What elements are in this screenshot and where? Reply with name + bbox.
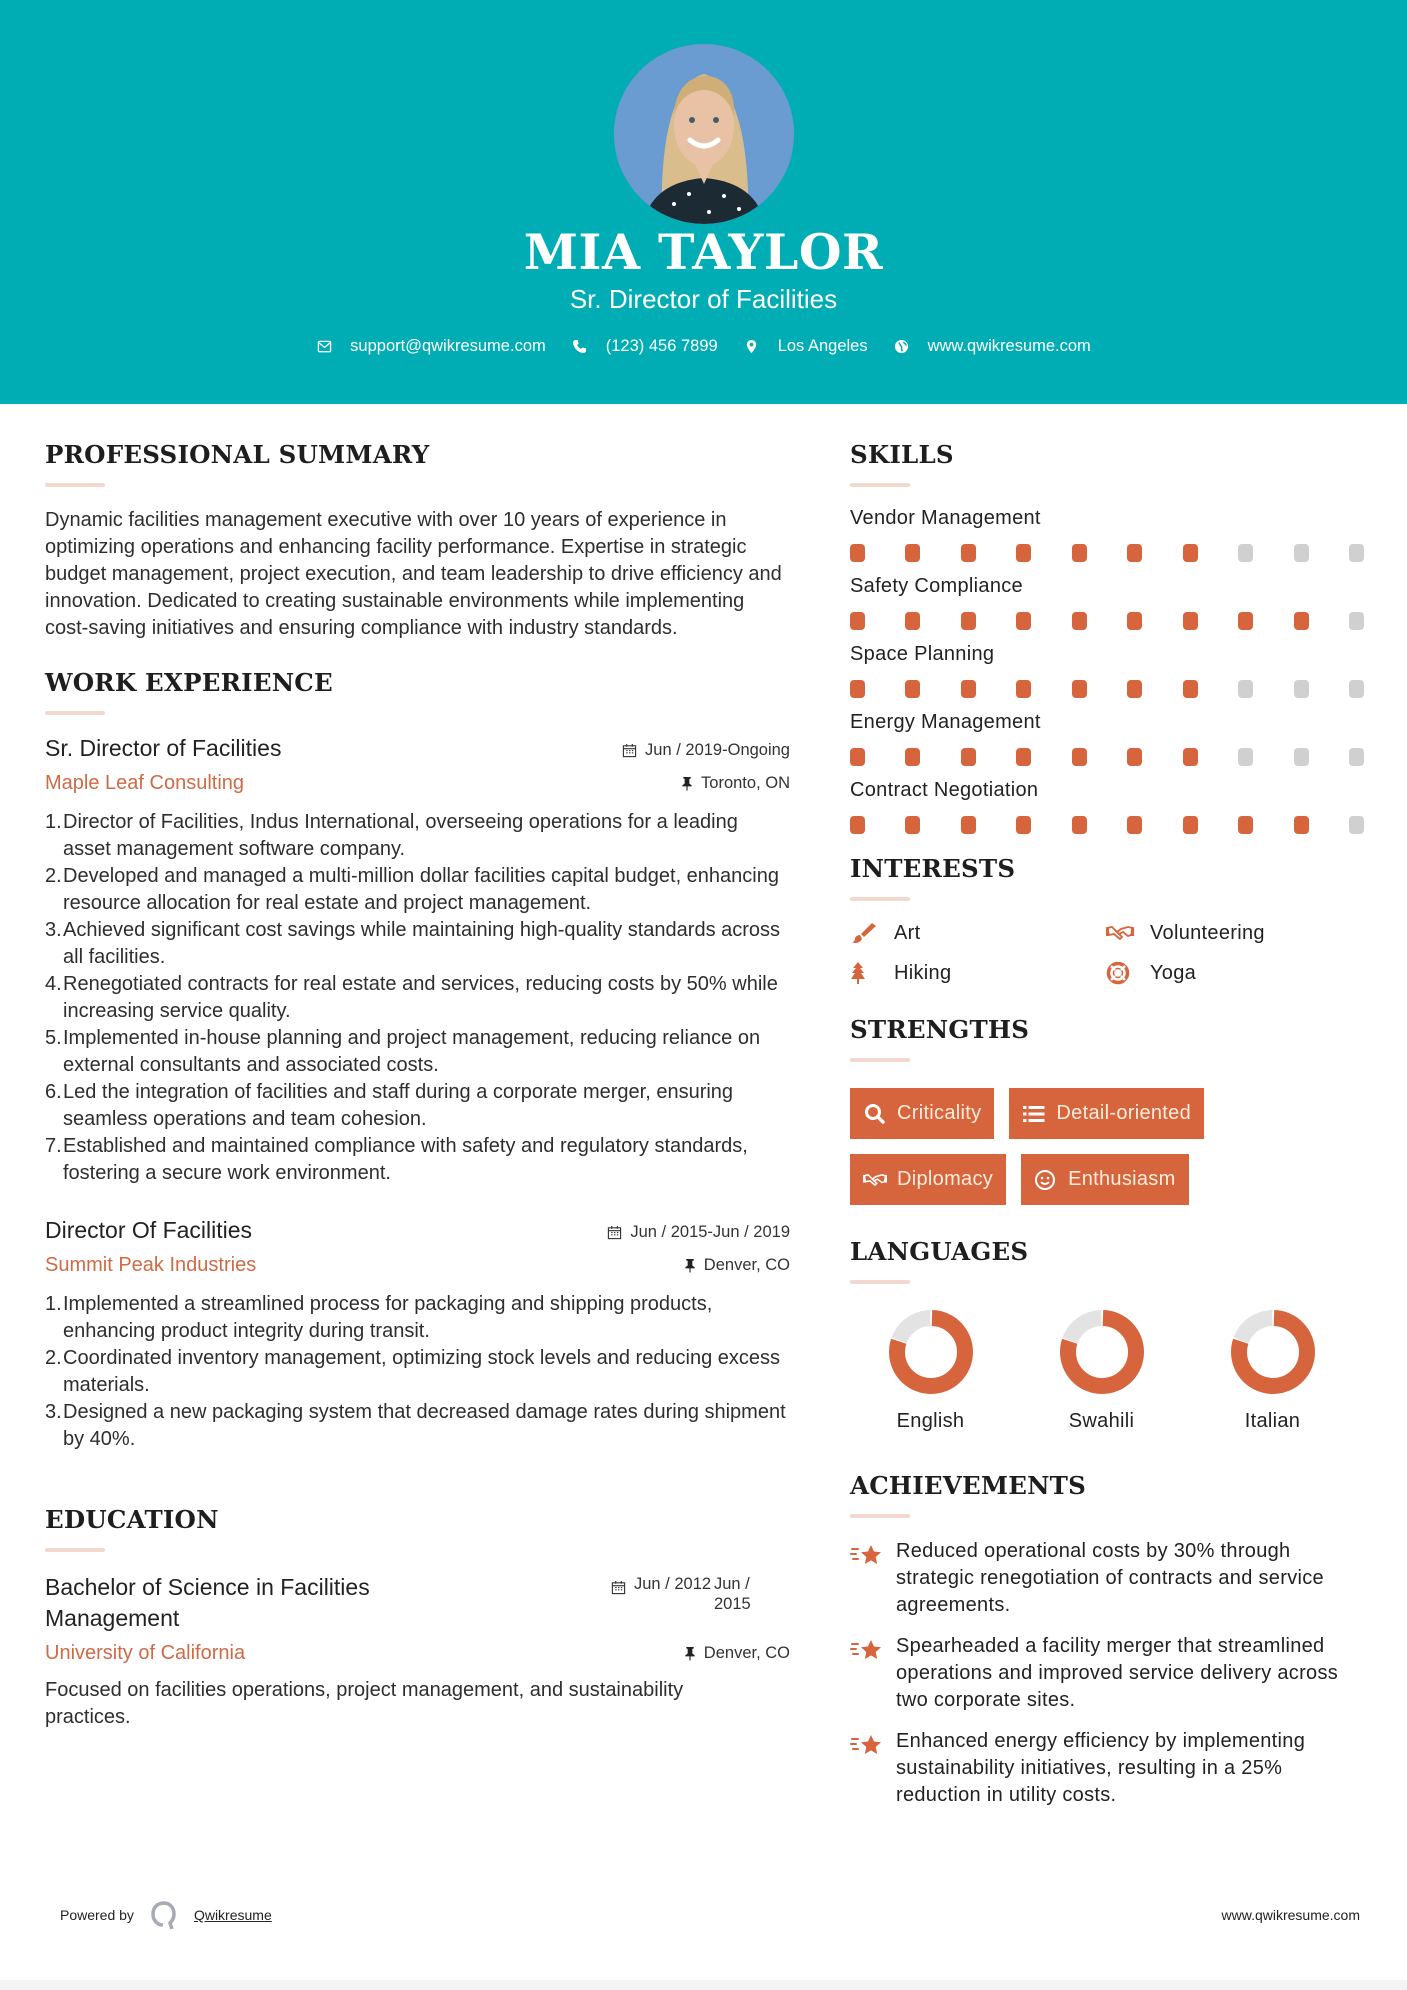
summary-text: Dynamic facilities management executive with over 10 years of experience in optimizing operations and enhancing facility performance. Expertise in strategic budget management, project execution, and team leadership to drive efficiency and innovation. Dedicated to creating sustainable environments while implementing cost-saving initiatives and ensuring compliance with industry standards. — [45, 509, 782, 639]
shooting-star-icon — [850, 1635, 884, 1665]
search-icon — [863, 1103, 887, 1125]
footer-website[interactable]: www.qwikresume.com — [1221, 1907, 1360, 1923]
skill-name: Contract Negotiation — [850, 779, 1039, 801]
rating-dot-filled — [1238, 816, 1253, 834]
skill-name: Space Planning — [850, 643, 995, 665]
shooting-star-icon — [850, 1730, 884, 1760]
rating-dot-filled — [850, 544, 865, 562]
section-heading: INTERESTS — [850, 854, 1016, 883]
rating-dot-filled — [1016, 612, 1031, 630]
list-icon — [1022, 1103, 1046, 1125]
school-name: University of California — [45, 1642, 246, 1664]
skill-item — [850, 779, 1370, 834]
rating-dot-filled — [1016, 748, 1031, 766]
job-bullet: 7. Established and maintained compliance with safety and regulatory standards, fostering a secure work environment. — [45, 1135, 748, 1184]
calendar-icon — [607, 1225, 622, 1240]
job-bullet: 3. Achieved significant cost savings while maintaining high-quality standards across all facilities. — [45, 919, 781, 968]
language-donut-chart — [1058, 1308, 1146, 1396]
rating-dot-filled — [905, 612, 920, 630]
section-divider — [45, 1548, 105, 1552]
rating-dot-filled — [1238, 612, 1253, 630]
experience-section — [45, 668, 790, 1453]
section-heading: LANGUAGES — [850, 1237, 1029, 1266]
rating-dot-filled — [961, 748, 976, 766]
languages-section — [850, 1237, 1370, 1433]
skill-rating — [850, 680, 1364, 698]
section-divider — [850, 897, 910, 901]
rating-dot-filled — [1183, 680, 1198, 698]
job-bullet: 3. Designed a new packaging system that decreased damage rates during shipment by 40%. — [45, 1401, 786, 1450]
rating-dot-empty — [1349, 680, 1364, 698]
skill-name: Safety Compliance — [850, 575, 1023, 597]
rating-dot-empty — [1349, 544, 1364, 562]
calendar-icon — [622, 743, 637, 758]
rating-dot-filled — [1127, 680, 1142, 698]
handshake-icon — [1106, 921, 1134, 945]
paintbrush-icon — [850, 921, 878, 945]
contact-location — [744, 337, 868, 356]
envelope-icon — [316, 339, 332, 355]
strengths-section — [850, 1015, 1370, 1205]
job-title: Director Of Facilities — [45, 1217, 253, 1243]
rating-dot-filled — [961, 816, 976, 834]
section-divider — [45, 711, 105, 715]
job-bullets — [45, 1291, 790, 1453]
strength-badge: Detail-oriented — [1009, 1088, 1204, 1139]
skill-item — [850, 507, 1370, 562]
job-bullet: 6. Led the integration of facilities and staff during a corporate merger, ensuring seamless operations and team cohesion. — [45, 1081, 734, 1130]
rating-dot-empty — [1349, 612, 1364, 630]
section-heading: STRENGTHS — [850, 1015, 1030, 1044]
job-bullet: 2. Developed and managed a multi-million dollar facilities capital budget, enhancing resource allocation for real estate and project management. — [45, 865, 779, 914]
language-item — [845, 1308, 1016, 1433]
smile-icon — [1034, 1169, 1058, 1191]
skill-name: Vendor Management — [850, 507, 1041, 529]
job-entry — [45, 735, 790, 1187]
tree-icon — [850, 961, 878, 985]
skill-name: Energy Management — [850, 711, 1041, 733]
job-location: Denver, CO — [684, 1256, 790, 1275]
pushpin-icon — [684, 1646, 696, 1661]
interest-item: Volunteering — [1106, 921, 1356, 945]
job-bullet: 2. Coordinated inventory management, optimizing stock levels and reducing excess materials. — [45, 1347, 781, 1396]
job-dates: Jun / 2019-Ongoing — [622, 741, 790, 760]
degree-title: Bachelor of Science in Facilities Management — [45, 1574, 370, 1631]
contact-website-text: www.qwikresume.com — [927, 337, 1091, 355]
languages-list — [850, 1308, 1370, 1433]
rating-dot-empty — [1294, 748, 1309, 766]
skill-rating — [850, 612, 1364, 630]
interest-item: Yoga — [1106, 961, 1356, 985]
rating-dot-empty — [1294, 544, 1309, 562]
rating-dot-filled — [1016, 816, 1031, 834]
achievement-item: Spearheaded a facility merger that streamlined operations and improved service delivery across two corporate sites. — [850, 1633, 1370, 1714]
profile-photo-illustration — [614, 44, 794, 224]
rating-dot-empty — [1349, 816, 1364, 834]
handshake-icon — [863, 1169, 887, 1191]
skills-section — [850, 440, 1370, 834]
job-dates: Jun / 2015-Jun / 2019 — [607, 1223, 790, 1242]
skill-item — [850, 575, 1370, 630]
candidate-title: Sr. Director of Facilities — [569, 284, 838, 314]
interests-section — [850, 854, 1370, 985]
rating-dot-filled — [1183, 612, 1198, 630]
job-bullet: 1. Implemented a streamlined process for packaging and shipping products, enhancing product integrity during transit. — [45, 1293, 713, 1342]
skill-item — [850, 711, 1370, 766]
strength-badge: Enthusiasm — [1021, 1154, 1189, 1205]
job-bullet: 1. Director of Facilities, Indus International, overseeing operations for a leading asset management software company. — [45, 811, 738, 860]
interests-list — [850, 921, 1370, 985]
rating-dot-filled — [850, 748, 865, 766]
language-name: Swahili — [1068, 1410, 1135, 1432]
education-description: Focused on facilities operations, project management, and sustainability practices. — [45, 1679, 684, 1728]
contact-location-text: Los Angeles — [777, 337, 868, 355]
section-heading: WORK EXPERIENCE — [45, 668, 333, 697]
job-bullet: 4. Renegotiated contracts for real estate and services, reducing costs by 50% while increasing service quality. — [45, 973, 778, 1022]
rating-dot-filled — [1016, 544, 1031, 562]
contact-website[interactable] — [894, 337, 1091, 356]
right-column — [850, 440, 1370, 1823]
qwikresume-link[interactable]: Qwikresume — [193, 1907, 272, 1923]
rating-dot-filled — [1072, 544, 1087, 562]
strength-badge: Diplomacy — [850, 1154, 1006, 1205]
contact-bar — [0, 337, 1407, 356]
rating-dot-filled — [961, 680, 976, 698]
rating-dot-filled — [1072, 748, 1087, 766]
skill-rating — [850, 816, 1364, 834]
map-marker-icon — [744, 339, 760, 355]
language-item — [1187, 1308, 1358, 1433]
achievement-item: Enhanced energy efficiency by implementing sustainability initiatives, resulting in a 25% reduction in utility costs. — [850, 1728, 1370, 1809]
phone-icon — [572, 339, 588, 355]
pushpin-icon — [681, 776, 693, 791]
rating-dot-filled — [1294, 612, 1309, 630]
contact-email[interactable] — [316, 337, 546, 356]
company-name: Summit Peak Industries — [45, 1254, 257, 1276]
job-entry — [45, 1217, 790, 1453]
page-footer — [60, 1900, 1360, 1930]
language-donut-chart — [1229, 1308, 1317, 1396]
globe-icon — [894, 339, 910, 355]
job-title: Sr. Director of Facilities — [45, 735, 282, 761]
interest-item: Art — [850, 921, 1106, 945]
shooting-star-icon — [850, 1540, 884, 1570]
rating-dot-empty — [1238, 748, 1253, 766]
resume-header — [0, 0, 1407, 404]
achievements-section — [850, 1471, 1370, 1809]
section-divider — [850, 1280, 910, 1284]
profile-photo — [614, 44, 794, 224]
rating-dot-empty — [1349, 748, 1364, 766]
powered-by — [60, 1900, 272, 1930]
summary-section — [45, 440, 790, 642]
achievements-list — [850, 1538, 1370, 1809]
rating-dot-filled — [905, 816, 920, 834]
powered-by-label: Powered by — [60, 1907, 134, 1923]
section-heading: ACHIEVEMENTS — [850, 1471, 1086, 1500]
rating-dot-filled — [1183, 544, 1198, 562]
life-ring-icon — [1106, 961, 1134, 985]
rating-dot-empty — [1294, 680, 1309, 698]
language-item — [1016, 1308, 1187, 1433]
rating-dot-filled — [1127, 544, 1142, 562]
job-bullets — [45, 809, 790, 1187]
calendar-icon — [611, 1580, 626, 1595]
interest-item: Hiking — [850, 961, 1106, 985]
achievement-item: Reduced operational costs by 30% through strategic renegotiation of contracts and service agreements. — [850, 1538, 1370, 1619]
strengths-list — [850, 1088, 1280, 1205]
rating-dot-filled — [1127, 816, 1142, 834]
section-heading: PROFESSIONAL SUMMARY — [45, 440, 430, 469]
rating-dot-filled — [1183, 816, 1198, 834]
page-bottom-edge — [0, 1980, 1407, 1990]
section-heading: SKILLS — [850, 440, 954, 469]
education-section — [45, 1505, 790, 1731]
contact-email-text: support@qwikresume.com — [350, 337, 546, 355]
rating-dot-filled — [1072, 816, 1087, 834]
qwikresume-logo-icon — [148, 1900, 180, 1930]
contact-phone[interactable] — [572, 337, 718, 356]
rating-dot-filled — [961, 612, 976, 630]
pushpin-icon — [684, 1258, 696, 1273]
skill-rating — [850, 544, 1364, 562]
rating-dot-filled — [905, 680, 920, 698]
rating-dot-filled — [1294, 816, 1309, 834]
rating-dot-filled — [1127, 748, 1142, 766]
rating-dot-filled — [905, 748, 920, 766]
contact-phone-text: (123) 456 7899 — [605, 337, 718, 355]
rating-dot-filled — [1183, 748, 1198, 766]
rating-dot-filled — [1072, 612, 1087, 630]
job-location: Toronto, ON — [681, 774, 790, 793]
rating-dot-filled — [850, 612, 865, 630]
rating-dot-empty — [1238, 544, 1253, 562]
company-name: Maple Leaf Consulting — [45, 772, 245, 794]
rating-dot-filled — [961, 544, 976, 562]
education-dates — [611, 1574, 764, 1614]
candidate-name: MIA TAYLOR — [523, 223, 884, 281]
rating-dot-filled — [1127, 612, 1142, 630]
rating-dot-filled — [850, 680, 865, 698]
rating-dot-filled — [850, 816, 865, 834]
skills-list — [850, 507, 1370, 834]
rating-dot-filled — [905, 544, 920, 562]
skill-item — [850, 643, 1370, 698]
rating-dot-empty — [1238, 680, 1253, 698]
job-bullet: 5. Implemented in-house planning and project management, reducing reliance on external consultants and associated costs. — [45, 1027, 761, 1076]
section-heading: EDUCATION — [45, 1505, 219, 1534]
section-divider — [850, 1514, 910, 1518]
education-start: Jun / 2012 — [634, 1575, 712, 1593]
strength-badge: Criticality — [850, 1088, 994, 1139]
education-end: Jun / 2015 — [714, 1575, 751, 1613]
section-divider — [850, 1058, 910, 1062]
language-name: Italian — [1244, 1410, 1301, 1432]
left-column — [45, 440, 790, 1731]
rating-dot-filled — [1072, 680, 1087, 698]
section-divider — [850, 483, 910, 487]
language-name: English — [896, 1410, 965, 1432]
rating-dot-filled — [1016, 680, 1031, 698]
language-donut-chart — [887, 1308, 975, 1396]
education-location: Denver, CO — [684, 1644, 790, 1663]
skill-rating — [850, 748, 1364, 766]
section-divider — [45, 483, 105, 487]
